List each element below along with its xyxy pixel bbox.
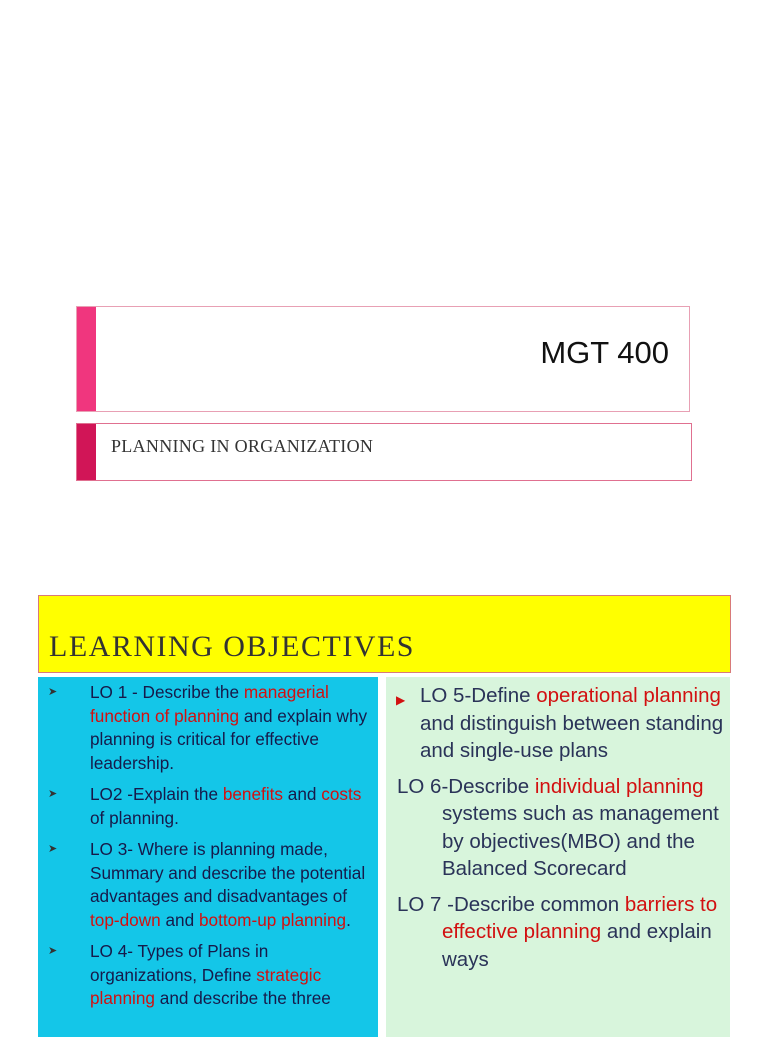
list-item-lo2	[38, 783, 378, 830]
lo6-text-end: systems such as management by objectives(MBO) and the Balanced Scorecard	[442, 802, 719, 880]
lo2-text-end: of planning.	[90, 807, 179, 828]
learning-objectives-heading: LEARNING OBJECTIVES	[49, 630, 415, 663]
lo7-text-end: and explain ways	[442, 920, 712, 971]
subtitle-box	[76, 423, 692, 481]
lo3-text-and: and	[160, 909, 199, 930]
lo4-text-end: and describe the three	[155, 988, 331, 1008]
learning-objectives-header	[38, 595, 731, 673]
list-item-lo4	[38, 940, 378, 1011]
left-column	[38, 677, 378, 1037]
lo1-highlight: managerial function of planning	[90, 682, 329, 726]
lo5-highlight: operational planning	[536, 684, 721, 707]
lo6-text: LO 6-Describe	[397, 774, 535, 798]
slide-subtitle: PLANNING IN ORGANIZATION	[111, 436, 374, 456]
lo2-highlight-costs: costs	[321, 784, 362, 804]
subtitle-accent-bar	[77, 424, 96, 480]
list-item-lo6	[386, 773, 730, 883]
arrow-bullet-icon: ➤	[48, 788, 58, 800]
lo4-highlight: strategic planning	[90, 964, 322, 1008]
lo3-text-end: .	[346, 909, 351, 930]
lo7-highlight: barriers to effective planning	[442, 892, 718, 943]
list-item-lo3	[38, 838, 378, 932]
lo3-highlight-bottom-up: bottom-up planning	[198, 909, 347, 930]
lo3-highlight-top-down: top-down	[90, 909, 161, 930]
arrow-bullet-icon: ➤	[48, 945, 58, 957]
lo1-text-end: and explain why planning is critical for effective leadership.	[90, 705, 368, 773]
right-column	[386, 677, 730, 1037]
lo6-highlight: individual planning	[534, 774, 704, 798]
lo2-text-and: and	[283, 784, 322, 804]
lo4-text: LO 4- Types of Plans in organizations, Define	[90, 941, 269, 985]
list-item-lo5	[386, 677, 730, 765]
list-item-lo1	[38, 681, 378, 775]
lo2-text: LO2 -Explain the	[90, 784, 223, 804]
slide-title: MGT 400	[540, 335, 669, 370]
lo3-text: LO 3- Where is planning made, Summary and describe the potential advantages and disadvantages of	[90, 839, 366, 906]
lo5-text: LO 5-Define	[420, 684, 537, 707]
lo2-highlight-benefits: benefits	[222, 784, 284, 804]
title-box	[76, 306, 690, 412]
lo7-text: LO 7 -Describe common	[397, 892, 625, 916]
arrow-bullet-icon: ➤	[48, 843, 58, 855]
triangle-bullet-icon: ▶	[396, 693, 406, 707]
lo5-text-end: and distinguish between standing and single-use plans	[420, 711, 724, 762]
arrow-bullet-icon: ➤	[48, 686, 58, 698]
title-accent-bar	[77, 307, 96, 411]
lo1-text: LO 1 - Describe the	[90, 682, 244, 702]
list-item-lo7	[386, 891, 730, 974]
